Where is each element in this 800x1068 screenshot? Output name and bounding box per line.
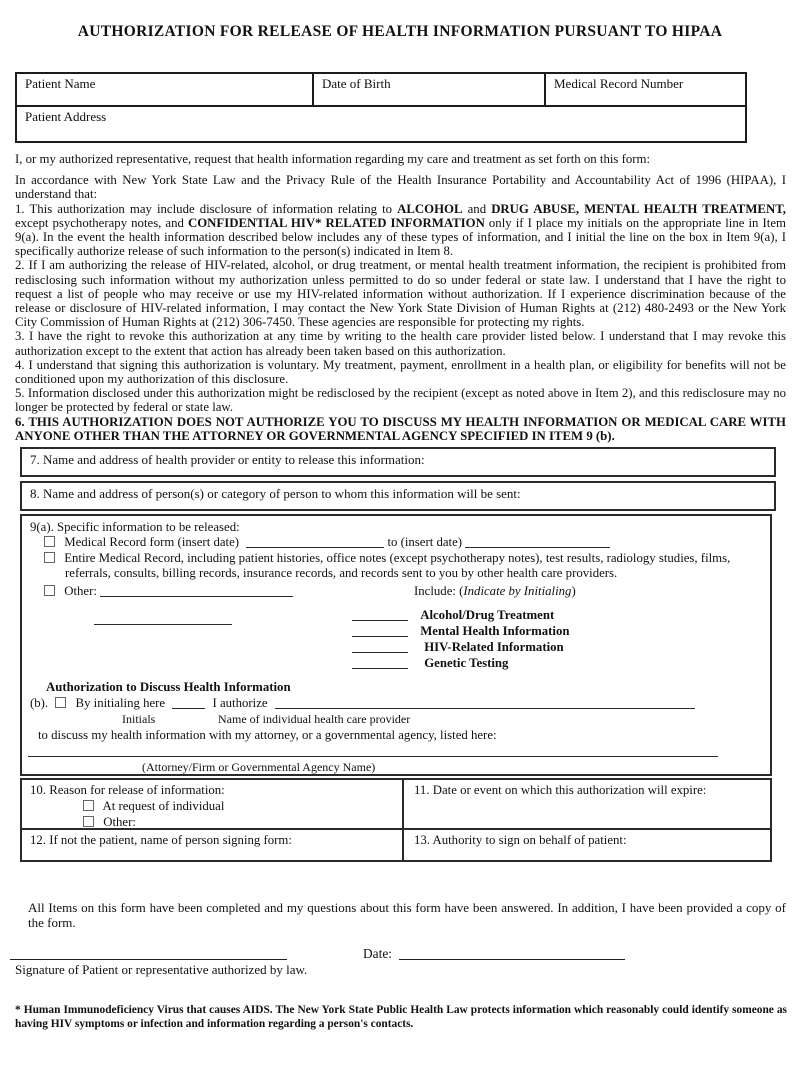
date-from-blank[interactable] [246, 535, 384, 548]
date-label: Date: [363, 945, 392, 961]
signer-authority-row [22, 830, 770, 860]
specific-info-heading: 9(a). Specific information to be released: [30, 520, 240, 535]
item-1-bold-drug-abuse: DRUG ABUSE, MENTAL HEALTH TREATMENT, [491, 201, 786, 216]
other-option-label: Other: [64, 584, 97, 599]
discuss-statement: to discuss my health information with my attorney, or a governmental agency, listed here: [38, 728, 497, 743]
patient-info-row [17, 74, 745, 107]
signer-name-label: 12. If not the patient, name of person signing form: [30, 833, 292, 848]
accordance-paragraph: In accordance with New York State Law and the Privacy Rule of the Health Insurance Portability and Accountability Act of 1996 (HIPAA), I understand that: [15, 173, 786, 202]
reason-option-request [30, 798, 402, 814]
date-of-birth-cell[interactable] [314, 74, 546, 105]
include-label-post: ) [571, 584, 576, 599]
form-title: AUTHORIZATION FOR RELEASE OF HEALTH INFORMATION PURSUANT TO HIPAA [77, 23, 723, 40]
item-1-bold-hiv: CONFIDENTIAL HIV* RELATED INFORMATION [187, 215, 485, 230]
release-details-table [20, 778, 772, 862]
initial-label-mental-health: Mental Health Information [420, 624, 570, 639]
initials-blank[interactable] [172, 696, 205, 709]
include-label-italic: Indicate by Initialing [463, 584, 572, 599]
item-1-bold-alcohol: ALCOHOL [397, 201, 463, 216]
item-6-paragraph: 6. THIS AUTHORIZATION DOES NOT AUTHORIZE YOU TO DISCUSS MY HEALTH INFORMATION OR MEDICAL CARE WITH ANYONE OTHER THAN THE ATTORNEY OR GOVERNMENTAL AGENCY SPECIFIED IN ITEM 9 (b). [15, 414, 786, 443]
patient-address-cell[interactable] [17, 107, 745, 141]
patient-name-label: Patient Name [25, 76, 96, 91]
initial-blank-hiv-related[interactable] [352, 640, 408, 653]
checkbox-at-request[interactable] [83, 800, 94, 811]
provider-box[interactable] [20, 447, 776, 477]
checkbox-other[interactable] [44, 585, 55, 596]
initial-label-genetic-testing: Genetic Testing [424, 656, 509, 671]
hiv-footnote: * Human Immunodeficiency Virus that causes AIDS. The New York State Public Health Law protects information which reasonably could identify someone as having HIV symptoms or infection and information regarding a person's contacts. [15, 1003, 787, 1031]
date-line[interactable] [399, 959, 625, 960]
initial-blank-mental-health[interactable] [352, 624, 408, 637]
other-second-blank-row [94, 612, 232, 627]
checkbox-entire-record[interactable] [44, 552, 55, 563]
other-option [44, 584, 293, 599]
expiration-cell[interactable] [404, 780, 770, 828]
item-5-paragraph: 5. Information disclosed under this authorization might be redisclosed by the recipient (except as noted above in Item 2), and this redisclosure may no longer be protected by federal or state law. [15, 386, 786, 415]
initial-blank-genetic-testing[interactable] [352, 656, 408, 669]
reason-label: 10. Reason for release of information: [30, 783, 225, 798]
reason-cell[interactable] [22, 780, 404, 828]
date-of-birth-label: Date of Birth [322, 76, 391, 91]
recipient-box[interactable] [20, 481, 776, 511]
provider-box-label: 7. Name and address of health provider or entity to release this information: [30, 452, 425, 468]
initial-item-row [352, 640, 564, 655]
patient-info-table [15, 72, 747, 143]
initial-label-hiv-related: HIV-Related Information [424, 640, 564, 655]
item-1-text: only if I place my initials on the appropriate line in Item 9(a). In the event the health information described below includes any of these types of information, and I initial the line on the box in Item 9(a), I specifically authorize release of such information to the person(s) indicated in Item 8. [15, 215, 786, 259]
initial-item-row [352, 624, 570, 639]
at-request-label: At request of individual [102, 799, 225, 814]
item-1-text: except psychotherapy notes, and [15, 215, 188, 230]
i-authorize-label: I authorize [212, 696, 268, 711]
medical-record-number-cell[interactable] [546, 74, 745, 105]
medical-record-to-label: to (insert date) [387, 535, 463, 550]
expiration-label: 11. Date or event on which this authorization will expire: [414, 783, 707, 798]
initial-label-alcohol-drug: Alcohol/Drug Treatment [420, 608, 555, 623]
reason-other-label: Other: [103, 815, 136, 830]
include-label [414, 584, 576, 599]
item-4-paragraph: 4. I understand that signing this authorization is voluntary. My treatment, payment, enrollment in a health plan, or eligibility for benefits will not be conditioned upon my authorization of this disclosure. [15, 357, 786, 387]
reason-expire-row [22, 780, 770, 830]
initial-blank-alcohol-drug[interactable] [352, 608, 408, 621]
entire-record-option [44, 551, 779, 582]
discuss-line-pre: (b). [30, 696, 49, 711]
patient-address-label: Patient Address [25, 109, 107, 124]
medical-record-option-label: Medical Record form (insert date) [64, 535, 240, 550]
entire-record-option-label: Entire Medical Record, including patient histories, office notes (except psychotherapy notes), test results, radiology studies, films, referrals, consults, billing records, insurance records, and records sent to you by other health care providers. [64, 551, 731, 581]
provider-name-caption: Name of individual health care provider [218, 712, 411, 727]
signature-area [0, 943, 800, 987]
reason-option-other [30, 814, 402, 830]
checkbox-medical-record[interactable] [44, 536, 55, 547]
by-initialing-label: By initialing here [75, 696, 166, 711]
discuss-heading: Authorization to Discuss Health Information [46, 680, 291, 695]
signature-line[interactable] [10, 959, 287, 960]
item-3-paragraph: 3. I have the right to revoke this authorization at any time by writing to the health care provider listed below. I understand that I may revoke this authorization except to the extent that action has already been taken based on this authorization. [15, 329, 786, 358]
patient-name-cell[interactable] [17, 74, 314, 105]
attorney-caption: (Attorney/Firm or Governmental Agency Name) [142, 760, 376, 775]
item-1-text: and [462, 201, 492, 216]
item-1-text: 1. This authorization may include disclosure of information relating to [15, 201, 398, 216]
authority-label: 13. Authority to sign on behalf of patient: [414, 833, 627, 848]
completion-statement: All Items on this form have been completed and my questions about this form have been answered. In addition, I have been provided a copy of the form. [28, 900, 786, 931]
attorney-name-line[interactable] [28, 744, 718, 757]
include-label-pre: Include: ( [414, 584, 464, 599]
signer-name-cell[interactable] [22, 830, 404, 860]
other-blank-2[interactable] [94, 612, 232, 625]
initials-caption: Initials [122, 712, 156, 727]
initial-item-row [352, 656, 508, 671]
provider-name-blank[interactable] [275, 696, 695, 709]
intro-paragraph: I, or my authorized representative, request that health information regarding my care and treatment as set forth on this form: [15, 152, 651, 166]
specific-information-box [20, 514, 772, 776]
item-2-paragraph: 2. If I am authorizing the release of HIV-related, alcohol, or drug treatment, or mental health treatment information, the recipient is prohibited from redisclosing such information without my authorization unless permitted to do so under federal or state law. I understand that I have the right to request a list of people who may receive or use my HIV-related information without authorization. If I experience discrimination because of the release or disclosure of HIV-related information, I may contact the New York State Division of Human Rights at (212) 480-2493 or the New York City Commission of Human Rights at (212) 306-7450. These agencies are responsible for protecting my rights. [15, 258, 786, 330]
authority-cell[interactable] [404, 830, 770, 860]
discuss-initial-line [30, 696, 695, 711]
checkbox-discuss-authorization[interactable] [55, 697, 66, 708]
other-blank[interactable] [100, 584, 293, 597]
item-1-paragraph [15, 202, 786, 259]
recipient-box-label: 8. Name and address of person(s) or category of person to whom this information will be sent: [30, 486, 521, 502]
checkbox-reason-other[interactable] [83, 816, 94, 827]
signature-caption: Signature of Patient or representative authorized by law. [15, 961, 308, 977]
initial-item-row [352, 608, 554, 623]
date-to-blank[interactable] [465, 535, 610, 548]
medical-record-number-label: Medical Record Number [554, 76, 684, 91]
medical-record-option [44, 535, 610, 550]
